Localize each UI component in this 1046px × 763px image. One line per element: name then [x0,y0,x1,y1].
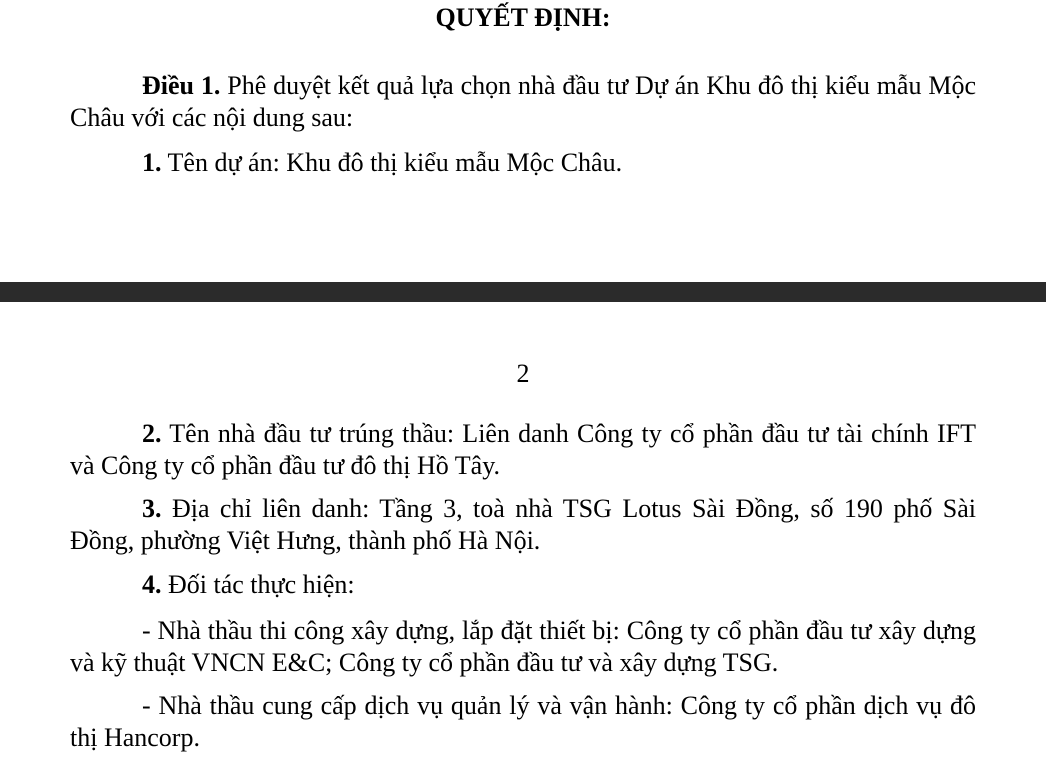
bullet-construction-text: - Nhà thầu thi công xây dựng, lắp đặt thiết bị: Công ty cổ phần đầu tư xây dựng và kỹ thuật VNCN E&C; Công ty cổ phần đầu tư và xây dựng TSG. [70,616,976,677]
item-2-text: Tên nhà đầu tư trúng thầu: Liên danh Công ty cổ phần đầu tư tài chính IFT và Công ty cổ phần đầu tư đô thị Hồ Tây. [70,419,977,480]
item-2-paragraph [70,418,976,482]
document-page-2 [0,302,1046,763]
bullet-service-text: - Nhà thầu cung cấp dịch vụ quản lý và vận hành: Công ty cổ phần dịch vụ đô thị Hancorp. [70,691,976,752]
page-number: 2 [516,359,530,388]
page-separator [0,282,1046,302]
bullet-construction-contractor [70,615,976,679]
item-3-paragraph [70,493,976,557]
article-1-label: Điều 1. [142,71,221,100]
item-4-text: Đối tác thực hiện: [168,570,355,599]
decision-heading: QUYẾT ĐỊNH: [435,3,611,32]
item-4-paragraph [70,569,976,601]
item-4-number: 4. [142,570,162,599]
item-1-number: 1. [142,148,162,177]
item-2-number: 2. [142,419,162,448]
bullet-service-contractor [70,690,976,754]
item-3-number: 3. [142,494,162,523]
item-1-text: Tên dự án: Khu đô thị kiểu mẫu Mộc Châu. [167,148,623,177]
article-1-text: Phê duyệt kết quả lựa chọn nhà đầu tư Dự án Khu đô thị kiểu mẫu Mộc Châu với các nội dung sau: [70,71,977,132]
item-1-paragraph [70,147,976,179]
document-page-1 [0,0,1046,282]
item-3-text: Địa chỉ liên danh: Tầng 3, toà nhà TSG Lotus Sài Đồng, số 190 phố Sài Đồng, phường Việt Hưng, thành phố Hà Nội. [70,494,976,555]
article-1-paragraph [70,70,976,134]
